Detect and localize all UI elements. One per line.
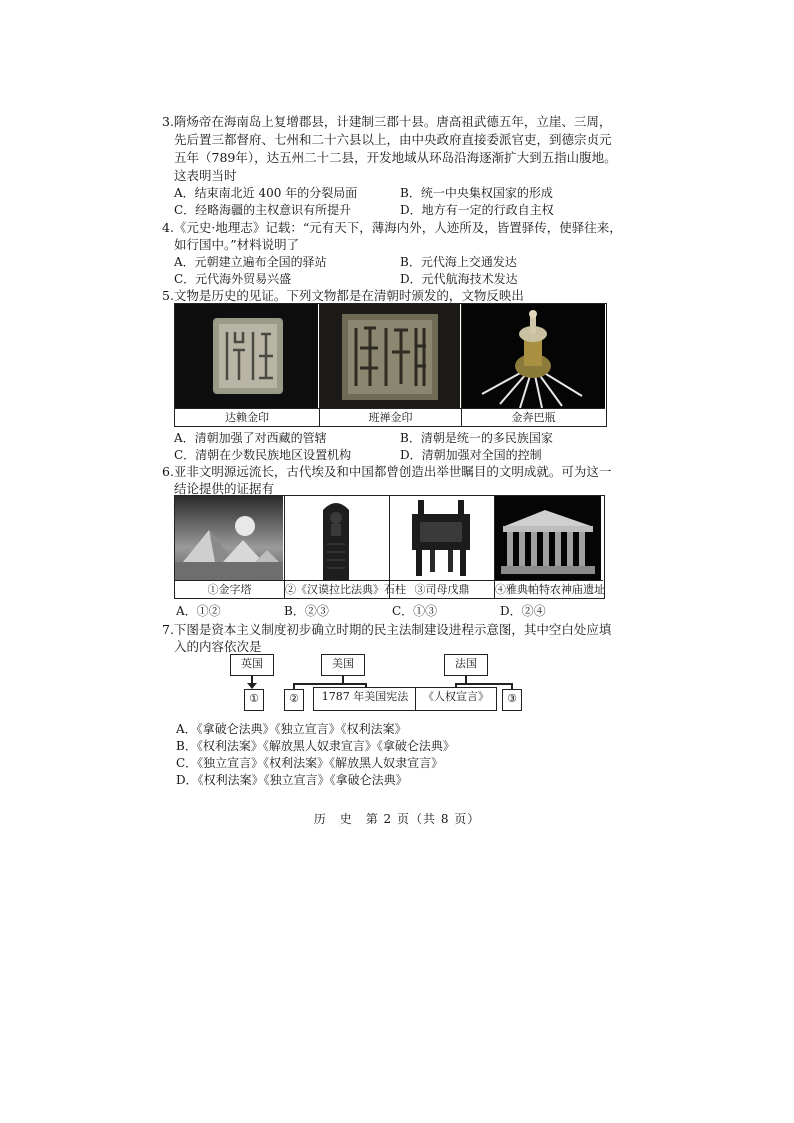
page-footer: 历 史 第 2 页（共 8 页） <box>313 812 481 826</box>
q7-line-2: 入的内容依次是 <box>174 639 262 654</box>
q6-caption-4: ④雅典帕特农神庙遗址 <box>495 583 605 596</box>
q6-option-c: C．①③ <box>392 604 438 618</box>
us-constitution-box: 1787 年美国宪法 <box>313 687 417 711</box>
q4-option-b: B．元代海上交通发达 <box>400 255 517 269</box>
q5-caption-2: 班禅金印 <box>368 411 413 424</box>
q3-option-b: B．统一中央集权国家的形成 <box>400 186 553 200</box>
q6-cell-parthenon <box>495 496 603 598</box>
q7-option-b: B．《权利法案》《解放黑人奴隶宣言》《拿破仑法典》 <box>176 739 455 753</box>
hammurabi-stele-image <box>285 496 389 581</box>
q4-option-d: D．元代航海技术发达 <box>400 272 518 286</box>
q6-cell-ding <box>390 496 495 598</box>
blank-2-box: ② <box>284 689 304 711</box>
q6-option-d: D．②④ <box>500 604 546 618</box>
q3-option-a: A．结束南北近 400 年的分裂局面 <box>174 186 358 200</box>
blank-3-box: ③ <box>502 689 522 711</box>
q6-cell-pyramid <box>175 496 285 598</box>
q3-option-c: C．经略海疆的主权意识有所提升 <box>174 203 352 217</box>
q3-line-4: 这表明当时 <box>174 168 237 183</box>
q5-option-c: C．清朝在少数民族地区设置机构 <box>174 448 352 462</box>
england-box: 英国 <box>230 654 274 676</box>
q6-option-a: A．①② <box>176 604 221 618</box>
q6-caption-2: ②《汉谟拉比法典》石柱 <box>285 583 406 596</box>
q6-image-table <box>174 495 605 599</box>
q7-option-a: A．《拿破仑法典》《独立宣言》《权利法案》 <box>176 722 407 736</box>
q5-cell-vase <box>462 304 605 426</box>
parthenon-image <box>495 496 603 581</box>
golden-urn-image <box>462 304 605 409</box>
q3-line-2: 先后置三都督府、七州和二十六县以上，由中央政府直接委派官吏，到德宗贞元 <box>174 132 612 147</box>
q5-option-d: D．清朝加强对全国的控制 <box>400 448 542 462</box>
q7-option-d: D．《权利法案》《独立宣言》《拿破仑法典》 <box>176 773 408 787</box>
q6-line-1: 6.亚非文明源远流长，古代埃及和中国都曾创造出举世瞩目的文明成就。可为这一 <box>162 464 612 479</box>
q7-option-c: C．《独立宣言》《权利法案》《解放黑人奴隶宣言》 <box>176 756 444 770</box>
dalai-seal-image <box>175 304 319 409</box>
q5-stem: 5.文物是历史的见证。下列文物都是在清朝时颁发的，文物反映出 <box>162 288 524 303</box>
q3-option-d: D．地方有一定的行政自主权 <box>400 203 554 217</box>
simuwu-ding-image <box>390 496 494 581</box>
q5-caption-1: 达赖金印 <box>225 411 269 424</box>
q4-option-a: A．元朝建立遍布全国的驿站 <box>174 255 327 269</box>
q3-line-1: 3.隋炀帝在海南岛上复增郡县，计建制三郡十县。唐高祖武德五年，立崖、三周， <box>162 114 612 129</box>
q4-line-1: 4.《元史·地理志》记载：“元有天下，薄海内外，人迹所及，皆置驿传，使驿往来， <box>162 220 622 235</box>
declaration-rights-box: 《人权宣言》 <box>415 687 497 711</box>
q3-line-3: 五年（789年），达五州二十二县，开发地域从环岛沿海逐渐扩大到五指山腹地。 <box>174 150 617 165</box>
france-box: 法国 <box>444 654 488 676</box>
q5-caption-3: 金奔巴瓶 <box>511 411 556 424</box>
q6-line-2: 结论提供的证据有 <box>174 481 275 496</box>
q6-cell-code <box>285 496 406 598</box>
q5-image-table <box>174 303 607 427</box>
q5-option-b: B．清朝是统一的多民族国家 <box>400 431 553 445</box>
usa-box: 美国 <box>321 654 365 676</box>
q6-caption-3: ③司母戊鼎 <box>414 583 470 596</box>
q6-caption-1: ①金字塔 <box>207 583 252 596</box>
q5-option-a: A．清朝加强了对西藏的管辖 <box>174 431 327 445</box>
q4-option-c: C．元代海外贸易兴盛 <box>174 272 292 286</box>
q5-cell-panchen <box>320 304 462 426</box>
q7-line-1: 7.下图是资本主义制度初步确立时期的民主法制建设进程示意图，其中空白处应填 <box>162 622 612 637</box>
panchen-seal-image <box>320 304 461 409</box>
q5-cell-dalai <box>175 304 320 426</box>
q4-line-2: 如行国中。”材料说明了 <box>174 237 300 252</box>
q6-option-b: B．②③ <box>284 604 329 618</box>
blank-1-box: ① <box>244 689 264 711</box>
pyramid-image <box>175 496 284 581</box>
